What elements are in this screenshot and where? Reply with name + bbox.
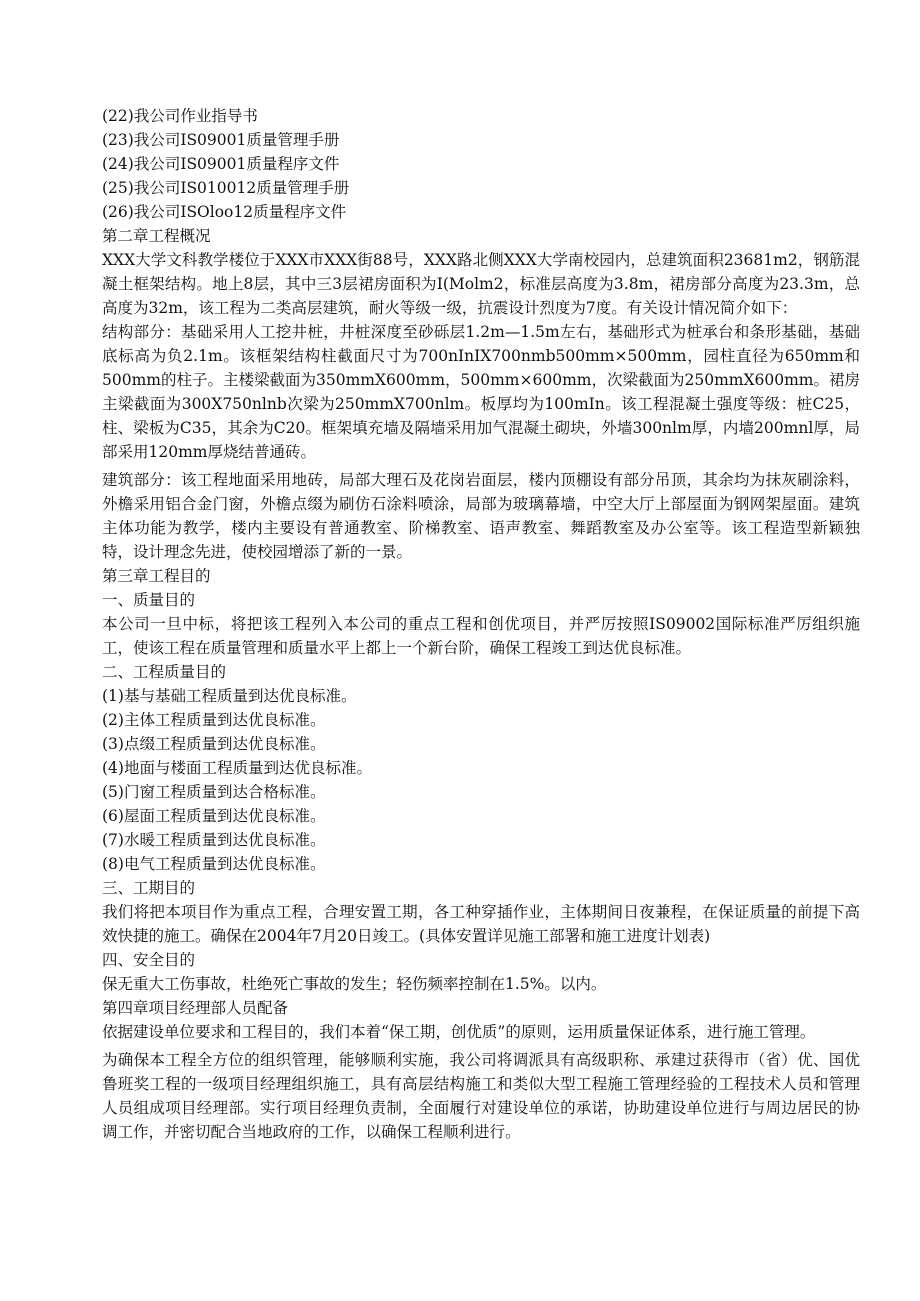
chapter-2-title: 第二章工程概况 [102,227,211,245]
schedule-paragraph: 我们将把本项目作为重点工程，合理安置工期，各工种穿插作业，主体期间日夜兼程，在保证质量的前提下高效快捷的施工。确保在2004年7月20日竣工。(具体安置详见施工部署和施工进度计划表) [102,903,860,945]
list-item: (4)地面与楼面工程质量到达优良标准。 [102,759,372,777]
chapter-3-title: 第三章工程目的 [102,567,211,585]
list-item: (2)主体工程质量到达优良标准。 [102,711,326,729]
reference-item: (25)我公司IS010012质量管理手册 [102,179,350,197]
structure-paragraph: 结构部分：基础采用人工挖井桩，井桩深度至砂砾层1.2m—1.5m左右，基础形式为桩承台和条形基础，基础底标高为负2.1m。该框架结构柱截面尺寸为700nInIX700nmb500mm×500mm，园柱直径为650mm和500mm的柱子。主楼梁截面为350mmX600mm，500mm×600mm，次梁截面为250mmX600mm。裙房主梁截面为300X750nlnb次梁为250mmX700nlm。板厚均为100mIn。该工程混凝土强度等级：桩C25，柱、梁板为C35，其余为C20。框架填充墙及隔墙采用加气混凝土砌块，外墙300nlm厚，内墙200mnl厚，局部采用120mm厚烧结普通砖。 [102,323,860,461]
eng-quality-list [102,684,860,876]
chapter-4-title: 第四章项目经理部人员配备 [102,999,289,1017]
list-item: (3)点缀工程质量到达优良标准。 [102,735,326,753]
safety-paragraph: 保无重大工伤事故，杜绝死亡事故的发生；轻伤频率控制在1.5%。以内。 [102,975,607,993]
schedule-heading: 三、工期目的 [102,879,196,897]
staffing-paragraph-1: 依据建设单位要求和工程目的，我们本着“保工期，创优质”的原则，运用质量保证体系，进行施工管理。 [102,1023,816,1041]
reference-item: (23)我公司IS09001质量管理手册 [102,131,340,149]
reference-list [102,104,860,224]
safety-heading: 四、安全目的 [102,951,196,969]
list-item: (7)水暖工程质量到达优良标准。 [102,831,326,849]
quality-paragraph: 本公司一旦中标，将把该工程列入本公司的重点工程和创优项目，并严厉按照IS09002国际标准严厉组织施工，使该工程在质量管理和质量水平上都上一个新台阶，确保工程竣工到达优良标准。 [102,615,860,657]
list-item: (6)屋面工程质量到达优良标准。 [102,807,326,825]
list-item: (8)电气工程质量到达优良标准。 [102,855,326,873]
list-item: (5)门窗工程质量到达合格标准。 [102,783,326,801]
reference-item: (24)我公司IS09001质量程序文件 [102,155,340,173]
staffing-paragraph-2: 为确保本工程全方位的组织管理，能够顺利实施，我公司将调派具有高级职称、承建过获得市（省）优、国优鲁班奖工程的一级项目经理组织施工，具有高层结构施工和类似大型工程施工管理经验的工程技术人员和管理人员组成项目经理部。实行项目经理负责制，全面履行对建设单位的承诺，协助建设单位进行与周边居民的协调工作，并密切配合当地政府的工作，以确保工程顺利进行。 [102,1051,860,1141]
chapter-2-intro: XXX大学文科教学楼位于XXX市XXX街88号，XXX路北侧XXX大学南校园内，总建筑面积23681m2，钢筋混凝土框架结构。地上8层，其中三3层裙房面积为I(Molm2，标准层高度为3.8m，裙房部分高度为23.3m，总高度为32m，该工程为二类高层建筑，耐火等级一级，抗震设计烈度为7度。有关设计情况简介如下： [102,251,860,317]
reference-item: (26)我公司ISOloo12质量程序文件 [102,203,347,221]
quality-heading: 一、质量目的 [102,591,196,609]
architecture-paragraph: 建筑部分：该工程地面采用地砖，局部大理石及花岗岩面层，楼内顶棚设有部分吊顶，其余均为抹灰刷涂料，外檐采用铝合金门窗，外檐点缀为刷仿石涂料喷涂，局部为玻璃幕墙，中空大厅上部屋面为钢网架屋面。建筑主体功能为教学，楼内主要设有普通教室、阶梯教室、语声教室、舞蹈教室及办公室等。该工程造型新颖独特，设计理念先进，使校园增添了新的一景。 [102,471,860,561]
reference-item: (22)我公司作业指导书 [102,107,258,125]
eng-quality-heading: 二、工程质量目的 [102,663,227,681]
list-item: (1)基与基础工程质量到达优良标准。 [102,687,357,705]
